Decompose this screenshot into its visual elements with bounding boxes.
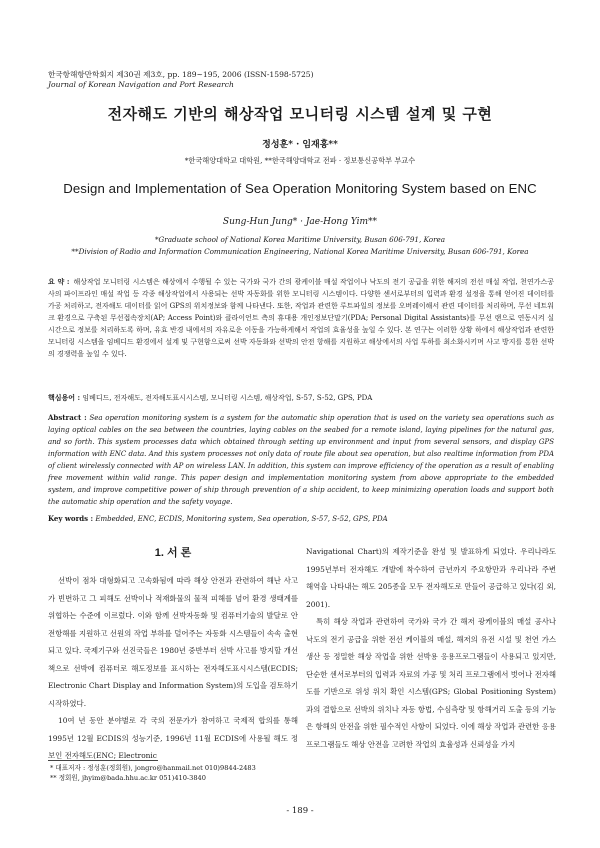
affiliation-en-1: *Graduate school of National Korea Maritime University, Busan 606-791, Korea — [154, 235, 446, 244]
keywords-ko-label: 핵심용어 : — [48, 393, 81, 402]
abstract-ko-label: 요 약 : — [48, 277, 70, 286]
footnote-corresponding-author: * 대표저자 : 정성훈(정회원), jongro@hanmail.net 010)9844-2483 — [50, 764, 256, 772]
abstract-en — [48, 412, 554, 508]
footnote-coauthor: ** 정회원, jhyim@bada.hhu.ac.kr 051)410-3840 — [50, 774, 206, 782]
keywords-en — [48, 514, 554, 524]
journal-header — [48, 70, 314, 90]
footnote-divider — [48, 760, 158, 761]
keywords-en-text: Embedded, ENC, ECDIS, Monitoring system, Sea operation, S-57, S-52, GPS, PDA — [95, 515, 388, 523]
paragraph: Navigational Chart)의 제작기준을 완성 및 발표하게 되었다. 우리나라도 1995년부터 전자해도 개발에 착수하여 금년까지 주요항만과 우리나라 주변 해역을 나타내는 해도 205종을 모두 전자해도로 만들어 공급하고 있다(김 외, 2001). — [306, 547, 556, 609]
journal-line-ko: 한국항해항만학회지 제30권 제3호, pp. 189~195, 2006 (ISSN-1598-5725) — [48, 70, 314, 79]
paragraph: 10여 년 동안 분야별로 각 국의 전문가가 참여하고 국제적 합의를 통해 1995년 12월 ECDIS의 성능기준, 1996년 11월 ECDIS에 사용될 해도 정보인 전자해도(ENC; Electronic — [48, 716, 298, 760]
authors-en: Sung-Hun Jung* · Jae-Hong Yim** — [222, 217, 378, 227]
paragraph: 선박이 점차 대형화되고 고속화됨에 따라 해상 안전과 관련하여 해난 사고가 빈번하고 그 피해도 선박이나 적재화물의 물적 피해를 넘어 환경 생태계를 위협하는 수준에 이르렀다. 이와 함께 선박자동화 및 컴퓨터기술의 발달로 안전항해를 지원하고 선원의 작업 부하를 덜어주는 자동화 시스템들이 속속 출현되고 있다. 국제기구와 선진국들은 1980년 중반부터 선박 사고를 방지할 개선책으로 선박에 컴퓨터로 해도정보를 표시하는 전자해도표시시스템(ECDIS; Electronic Chart Display and Information System)의 도입을 검토하기 시작하였다. — [48, 576, 298, 708]
body-column-right — [306, 543, 556, 753]
abstract-ko-text: 해상작업 모니터링 시스템은 해상에서 수행될 수 있는 국가와 국가 간의 광케이블 매설 작업이나 낙도의 전기 공급을 위한 해저의 전선 매설 작업, 천연가스공사의 파이프라인 매설 작업 등 각종 해상작업에서 사용되는 선박 자동화를 위한 모니터링 시스템이다. 다양한 센서로부터의 입력과 환경 설정을 통해 얻어진 데이터를 가공 처리하고, 전자해도 데이터를 읽어 GPS의 위치정보와 함께 나타낸다. 또한, 작업과 관련한 루트파일의 정보를 오버레이해서 관련 데이터를 처리하며, 무선 네트워크 환경으로 구축된 무선접속장치(AP; Access Point)와 클라이언트 측의 휴대용 개인정보단말기(PDA; Personal Digital Assistants)를 무선 랜으로 연동시켜 실시간으로 정보를 처리하도록 하며, 유효 반경 내에서의 자유로운 이동을 가능하게해서 작업의 효율성을 높일 수 있다. 본 연구는 이러한 상황 하에서 해상작업과 관련한 모니터링 시스템을 임베디드 환경에서 설계 및 구현함으로써 선박 자동화와 선박의 안전 항해를 지원하고 해상에서의 사업 투하를 최소화시키며 사고 방지를 통한 선박의 경쟁력을 높일 수 있다. — [48, 278, 554, 358]
paper-title-ko: 전자해도 기반의 해상작업 모니터링 시스템 설계 및 구현 — [107, 105, 493, 123]
affiliation-en-2: **Division of Radio and Information Communication Engineering, National Korea Maritime University, Busan 606-791, Korea — [71, 247, 529, 256]
abstract-en-label: Abstract : — [48, 413, 87, 422]
paper-title-en: Design and Implementation of Sea Operation Monitoring System based on ENC — [63, 181, 537, 196]
section-heading-introduction: 1. 서 론 — [154, 547, 192, 559]
journal-line-en: Journal of Korean Navigation and Port Research — [48, 80, 234, 89]
keywords-ko — [48, 393, 554, 403]
body-column-left — [48, 572, 298, 765]
authors-ko: 정성훈* · 임재홍** — [262, 140, 338, 150]
abstract-en-text: Sea operation monitoring system is a system for the automatic ship operation that is used on the variety sea operations such as laying optical cables on the sea between the countries, laying cables on the seabed for a remote island, laying pipelines for the natural gas, and so forth. This system processes data which obtained through setting up environment and input from several sensors, and display GPS information with ENC data. And this system processes not only data of route file about sea operation, but also realtime information from PDA of client wirelessly connected with AP on wireless LAN. In addition, this system can improve efficiency of the operation as a result of enabling free movement within valid range. This paper design and implementation monitoring system from above appropriate to the embedded system, and improve competitive power of ship through prevention of a ship accident, to keep minimizing operation loads and support both the automatic ship operation and the safety voyage. — [48, 414, 554, 506]
abstract-ko — [48, 276, 554, 360]
keywords-en-label: Key words : — [48, 514, 94, 523]
page-number: - 189 - — [286, 806, 314, 816]
keywords-ko-text: 임베디드, 전자해도, 전자해도표시시스템, 모니터링 시스템, 해상작업, S-57, S-52, GPS, PDA — [82, 394, 373, 402]
paragraph: 특히 해상 작업과 관련하여 국가와 국가 간 해저 광케이블의 매설 공사나 낙도의 전기 공급을 위한 전선 케이블의 매설, 해저의 유전 시설 및 천연 가스 생산 등 정밀한 해상 작업을 위한 선박용 응용프로그램들이 사용되고 있지만, 단순한 센서로부터의 입력과 자료의 가공 및 처리 프로그램에서 벗어나 전자해도를 기반으로 위성 위치 확인 시스템(GPS; Global Positioning System)과의 결합으로 선박의 위치나 자동 항법, 수심측량 및 항해거리 도출 등의 기능은 항해의 안전을 위한 필수적인 사항이 되었다. 이에 해상 작업과 관련한 응용 프로그램들도 해상 안전을 고려한 작업의 효율성과 신뢰성을 가지 — [306, 617, 556, 749]
affiliation-ko: *한국해양대학교 대학원, **한국해양대학교 전파 · 정보통신공학부 부교수 — [184, 156, 416, 165]
